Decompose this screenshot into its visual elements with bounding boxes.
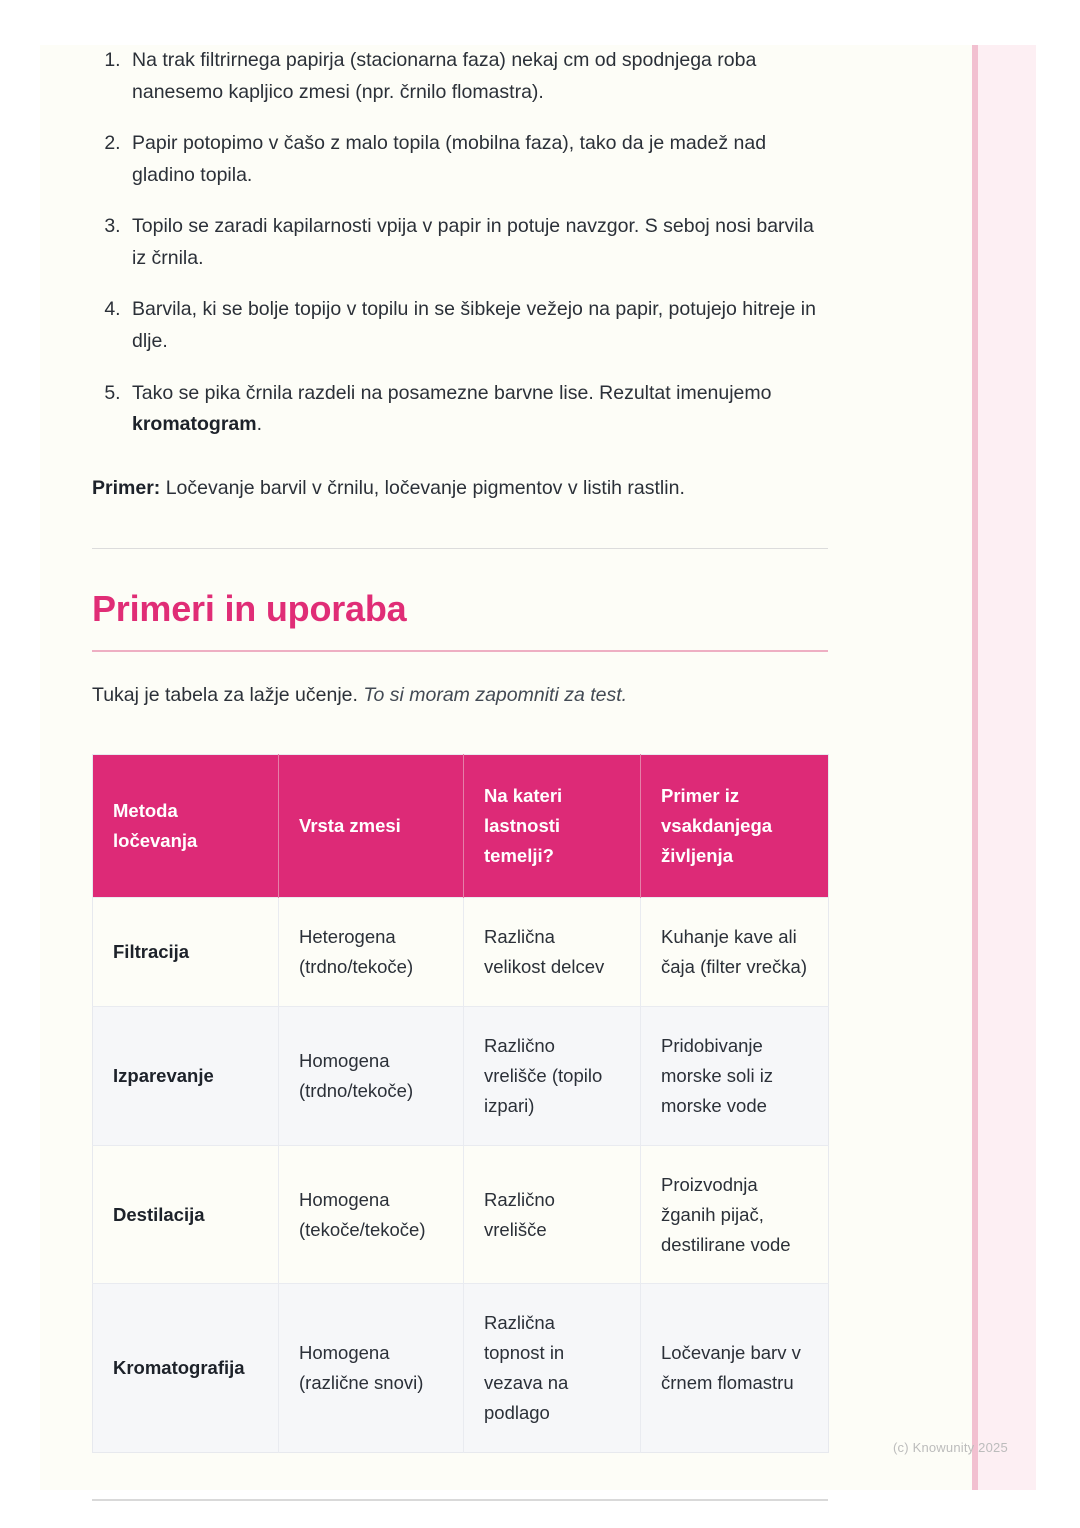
- section-divider-top: [92, 548, 828, 549]
- cell-method: Izparevanje: [93, 1006, 279, 1145]
- step-text-3: Topilo se zaradi kapilarnosti vpija v papir in potuje navzgor. S seboj nosi barvila iz črnila.: [132, 215, 814, 269]
- cell-example: Proizvodnja žganih pijač, destilirane vode: [641, 1145, 829, 1284]
- step-text-4: Barvila, ki se bolje topijo v topilu in se šibkeje vežejo na papir, potujejo hitreje in dlje.: [132, 298, 816, 353]
- column-header-method: Metoda ločevanja: [93, 754, 279, 897]
- table-header: [93, 754, 829, 897]
- cell-mixture: Homogena (tekoče/tekoče): [279, 1145, 464, 1284]
- example-label: Primer:: [92, 476, 161, 499]
- step-text-5: Tako se pika črnila razdeli na posamezne barvne lise. Rezultat imenujemo: [132, 381, 772, 404]
- section-divider-bottom: [92, 1499, 828, 1501]
- list-item: [126, 45, 828, 108]
- list-item: [126, 378, 828, 441]
- list-item: [126, 211, 828, 274]
- table-row: [93, 897, 829, 1006]
- procedure-steps-list: [92, 45, 828, 441]
- example-text: Ločevanje barvil v črnilu, ločevanje pigmentov v listih rastlin.: [160, 476, 685, 499]
- cell-property: Različna velikost delcev: [464, 897, 641, 1006]
- cell-mixture: Heterogena (trdno/tekoče): [279, 897, 464, 1006]
- comparison-table: [92, 754, 829, 1454]
- lead-plain-text: Tukaj je tabela za lažje učenje.: [92, 683, 364, 706]
- right-pink-accent-line: [972, 45, 978, 1490]
- list-item: [126, 128, 828, 191]
- cell-method: Kromatografija: [93, 1284, 279, 1453]
- column-header-property: Na kateri lastnosti temelji?: [464, 754, 641, 897]
- table-header-row: [93, 754, 829, 897]
- copyright-watermark: (c) Knowunity 2025: [893, 1440, 1008, 1455]
- step-5-tail: .: [256, 413, 263, 436]
- step-text-1: Na trak filtrirnega papirja (stacionarna faza) nekaj cm od spodnjega roba nanesemo kapljico zmesi (npr. črnilo flomastra).: [132, 49, 757, 103]
- table-row: [93, 1284, 829, 1453]
- column-header-everyday-example: Primer iz vsakdanjega življenja: [641, 754, 829, 897]
- table-body: [93, 897, 829, 1453]
- cell-property: Različno vrelišče (topilo izpari): [464, 1006, 641, 1145]
- document-content: [92, 45, 828, 1501]
- table-row: [93, 1006, 829, 1145]
- cell-property: Različno vrelišče: [464, 1145, 641, 1284]
- cell-method: Destilacija: [93, 1145, 279, 1284]
- table-row: [93, 1145, 829, 1284]
- page-title: Primeri in uporaba: [92, 587, 407, 629]
- title-underline: [92, 650, 828, 652]
- example-paragraph: [92, 473, 828, 504]
- cell-mixture: Homogena (trdno/tekoče): [279, 1006, 464, 1145]
- cell-mixture: Homogena (različne snovi): [279, 1284, 464, 1453]
- lead-italic-note: To si moram zapomniti za test.: [363, 683, 628, 706]
- cell-example: Pridobivanje morske soli iz morske vode: [641, 1006, 829, 1145]
- cell-method: Filtracija: [93, 897, 279, 1006]
- cell-property: Različna topnost in vezava na podlago: [464, 1284, 641, 1453]
- right-pink-panel: [978, 45, 1036, 1490]
- lead-paragraph: [92, 681, 828, 710]
- cell-example: Kuhanje kave ali čaja (filter vrečka): [641, 897, 829, 1006]
- column-header-mixture-type: Vrsta zmesi: [279, 754, 464, 897]
- cell-example: Ločevanje barv v črnem flomastru: [641, 1284, 829, 1453]
- step-5-keyword: kromatogram: [132, 413, 257, 436]
- list-item: [126, 294, 828, 357]
- step-text-2: Papir potopimo v čašo z malo topila (mobilna faza), tako da je madež nad gladino topila.: [132, 132, 767, 186]
